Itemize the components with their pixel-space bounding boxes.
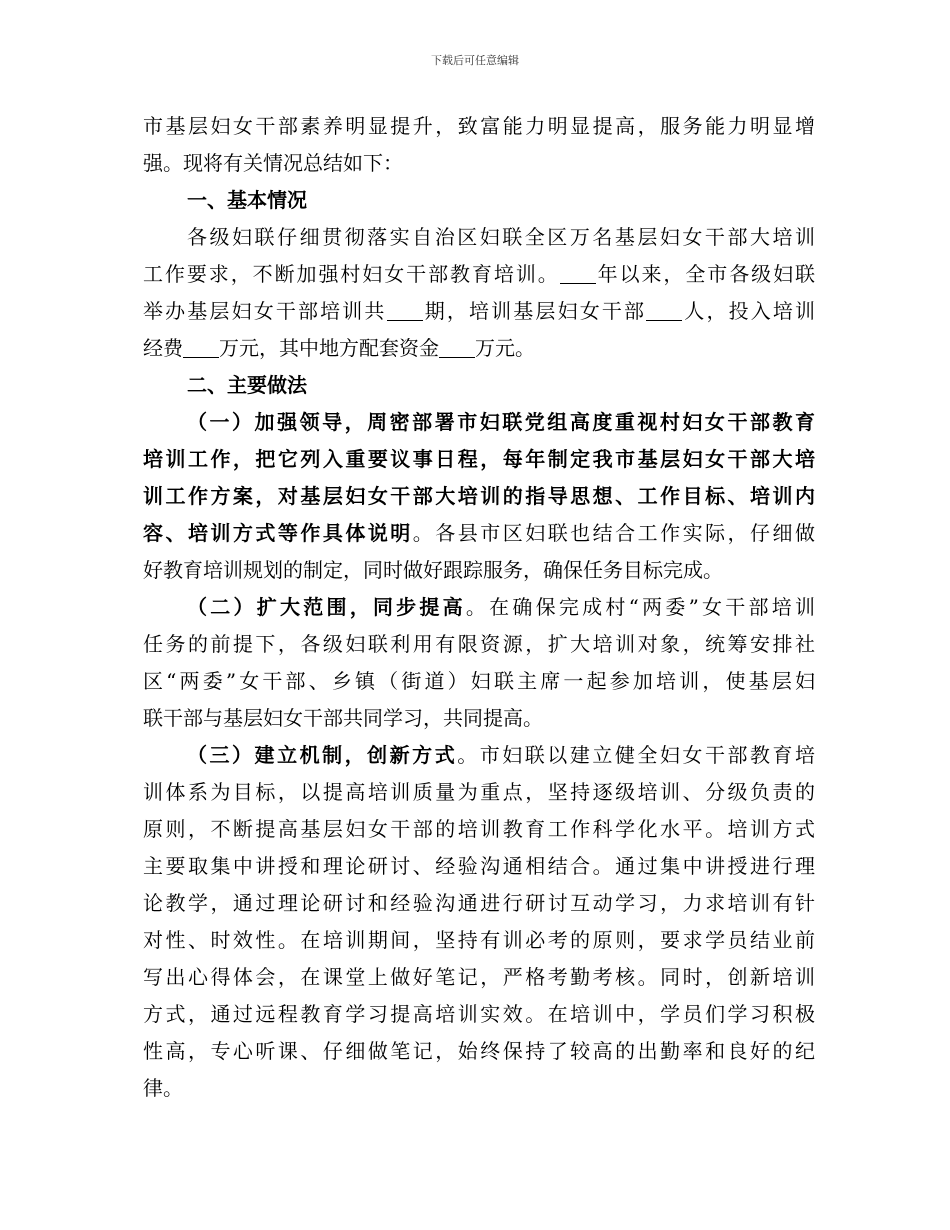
text-line: 主要取集中讲授和理论研讨、经验沟通相结合。通过集中讲授进行理: [143, 854, 815, 878]
section-heading: 一、基本情况: [187, 188, 307, 212]
text-line: 律。: [143, 1076, 183, 1100]
blank-underline: [560, 263, 596, 284]
text-line: 原则，不断提高基层妇女干部的培训教育工作科学化水平。培训方式: [143, 817, 815, 841]
text-line: 论教学，通过理论研讨和经验沟通进行研讨互动学习，力求培训有针: [143, 891, 815, 915]
blank-underline: [387, 300, 423, 321]
text-line: 好教育培训规划的制定，同时做好跟踪服务，确保任务目标完成。: [143, 558, 723, 582]
text-line: 方式，通过远程教育学习提高培训实效。在培训中，学员们学习积极: [143, 1002, 815, 1026]
text-line: 训工作方案，对基层妇女干部大培训的指导思想、工作目标、培训内: [143, 484, 815, 508]
blank-underline: [439, 337, 475, 358]
text-span: 年以来，全市各级妇联: [595, 262, 816, 286]
text-span: 人，投入培训: [682, 299, 816, 323]
text-line: 性高，专心听课、仔细做笔记，始终保持了较高的出勤率和良好的纪: [143, 1039, 815, 1063]
text-line: [143, 737, 815, 774]
section-heading: 二、主要做法: [187, 373, 307, 397]
text-line: 各级妇联仔细贯彻落实自治区妇联全区万名基层妇女干部大培训: [187, 225, 815, 249]
text-line: 写出心得体会，在课堂上做好笔记，严格考勤考核。同时，创新培训: [143, 965, 815, 989]
bold-span: （三）建立机制，创新方式: [187, 743, 458, 767]
text-span: 万元，其中地方配套资金: [219, 336, 439, 360]
page-header: 下载后可任意编辑: [431, 54, 519, 67]
text-line: [143, 515, 815, 552]
text-span: 。在确保完成村“两委”女干部培训: [465, 595, 816, 619]
text-line: 市基层妇女干部素养明显提升，致富能力明显提高，服务能力明显增: [143, 114, 815, 138]
text-line: [143, 256, 815, 293]
blank-underline: [183, 337, 219, 358]
blank-underline: [646, 300, 682, 321]
text-span: 经费: [143, 336, 183, 360]
text-span: 万元。: [475, 336, 535, 360]
text-line: 对性、时效性。在培训期间，坚持有训必考的原则，要求学员结业前: [143, 928, 815, 952]
document-body: [143, 108, 815, 1107]
text-span: 举办基层妇女干部培训共: [143, 299, 387, 323]
text-span: 工作要求，不断加强村妇女干部教育培训。: [143, 262, 560, 286]
text-line: 培训工作，把它列入重要议事日程，每年制定我市基层妇女干部大培: [143, 447, 815, 471]
text-line: 联干部与基层妇女干部共同学习，共同提高。: [143, 706, 543, 730]
text-line: 任务的前提下，各级妇联利用有限资源，扩大培训对象，统筹安排社: [143, 632, 815, 656]
text-line: [143, 589, 815, 626]
text-line: （一）加强领导，周密部署市妇联党组高度重视村妇女干部教育: [187, 410, 815, 434]
text-span: 。市妇联以建立健全妇女干部教育培: [457, 743, 816, 767]
bold-span: （二）扩大范围，同步提高: [187, 595, 466, 619]
text-line: [143, 293, 815, 330]
text-line: [143, 330, 815, 367]
text-line: 训体系为目标，以提高培训质量为重点，坚持逐级培训、分级负责的: [143, 780, 815, 804]
text-line: 强。现将有关情况总结如下：: [143, 151, 403, 175]
text-span: 期，培训基层妇女干部: [422, 299, 647, 323]
bold-span: 容、培训方式等作具体说明: [143, 521, 413, 545]
text-line: 区“两委”女干部、乡镇（街道）妇联主席一起参加培训，使基层妇: [143, 669, 815, 693]
text-span: 。各县市区妇联也结合工作实际，仔细做: [412, 521, 816, 545]
